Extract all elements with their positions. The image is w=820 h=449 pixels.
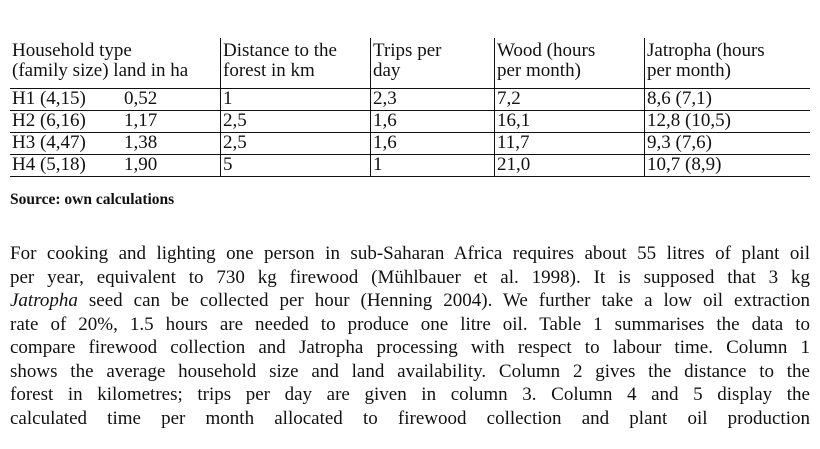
jatropha-cell: 10,7 (8,9) — [645, 155, 810, 177]
distance-cell: 1 — [221, 89, 371, 111]
paragraph-line: forest in kilometres; trips per day are given in column 3. Column 4 and 5 display the — [10, 384, 810, 405]
household-cell: H4 (5,18) 1,90 — [10, 155, 221, 177]
wood-cell: 7,2 — [495, 89, 645, 111]
wood-cell: 11,7 — [495, 133, 645, 155]
header-wood: Wood (hours per month) — [495, 38, 645, 89]
trips-cell: 2,3 — [371, 89, 495, 111]
wood-cell: 21,0 — [495, 155, 645, 177]
paragraph-line: rate of 20%, 1.5 hours are needed to produce one litre oil. Table 1 summarises the data to — [10, 313, 810, 335]
header-trips: Trips per day — [371, 38, 495, 89]
table-row — [10, 133, 810, 155]
wood-cell: 16,1 — [495, 111, 645, 133]
paragraph-line: shows the average household size and land availability. Column 2 gives the distance to the — [10, 360, 810, 382]
distance-cell: 2,5 — [221, 133, 371, 155]
species-name: Jatropha — [10, 290, 78, 311]
distance-cell: 5 — [221, 155, 371, 177]
household-cell: H1 (4,15) 0,52 — [10, 89, 221, 111]
table-header-row — [10, 38, 810, 89]
paragraph-line: calculated time per month allocated to firewood collection and plant oil production — [10, 407, 810, 429]
household-cell: H3 (4,47) 1,38 — [10, 133, 221, 155]
header-household-type: Household type (family size) land in ha — [10, 38, 221, 89]
jatropha-cell: 9,3 (7,6) — [645, 133, 810, 155]
table-row — [10, 89, 810, 111]
trips-cell: 1 — [371, 155, 495, 177]
trips-cell: 1,6 — [371, 111, 495, 133]
body-paragraph — [10, 242, 810, 430]
trips-cell: 1,6 — [371, 133, 495, 155]
household-table — [10, 38, 810, 177]
paragraph-line: For cooking and lighting one person in sub-Saharan Africa requires about 55 litres of plant oil — [10, 243, 810, 264]
household-cell: H2 (6,16) 1,17 — [10, 111, 221, 133]
paragraph-line: compare firewood collection and Jatropha processing with respect to labour time. Column 1 — [10, 337, 810, 358]
paragraph-line: per year, equivalent to 730 kg firewood (Mühlbauer et al. 1998). It is supposed that 3 kg — [10, 266, 810, 288]
header-distance: Distance to the forest in km — [221, 38, 371, 89]
table-row — [10, 155, 810, 177]
table-row — [10, 111, 810, 133]
jatropha-cell: 8,6 (7,1) — [645, 89, 810, 111]
table-source-note: Source: own calculations — [10, 191, 175, 208]
paragraph-line: Jatropha seed can be collected per hour (Henning 2004). We further take a low oil extraction — [10, 290, 810, 311]
jatropha-cell: 12,8 (10,5) — [645, 111, 810, 133]
distance-cell: 2,5 — [221, 111, 371, 133]
header-jatropha: Jatropha (hours per month) — [645, 38, 810, 89]
